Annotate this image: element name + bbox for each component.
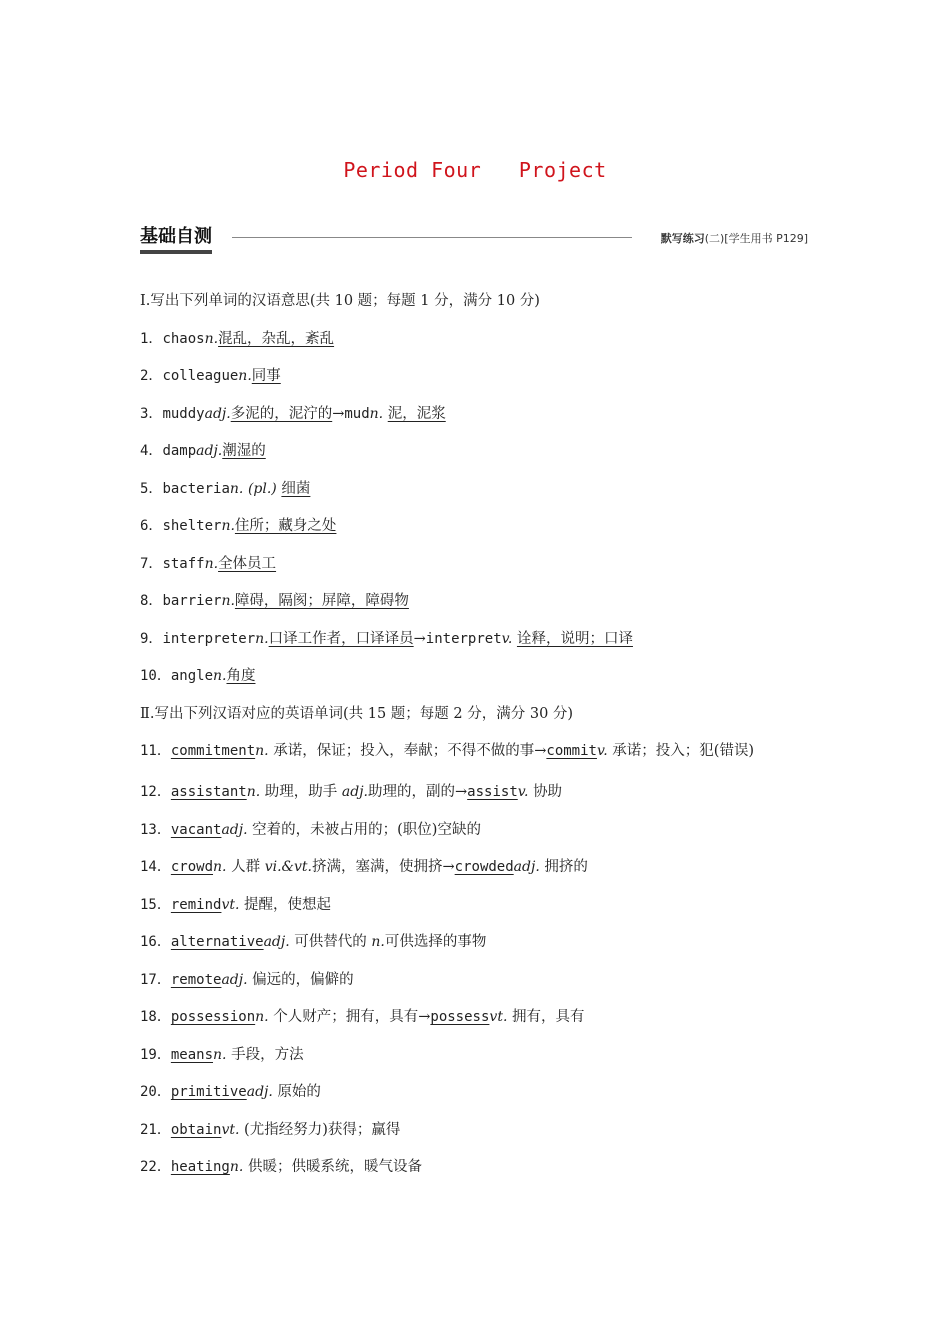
item-meaning: 个人财产；拥有，具有 bbox=[273, 1009, 419, 1025]
list-item bbox=[140, 854, 812, 892]
item-pos: adj. bbox=[204, 405, 231, 422]
section-label: 基础自测 bbox=[140, 226, 212, 254]
list-item bbox=[140, 401, 812, 439]
item-answer: commitment bbox=[170, 743, 256, 759]
item-pos: n. bbox=[229, 1159, 244, 1175]
section1-heading: Ⅰ.写出下列单词的汉语意思(共 10 题；每题 1 分，满分 10 分) bbox=[140, 293, 540, 309]
item-word2: mud bbox=[344, 405, 370, 422]
item-answer: 全体员工 bbox=[218, 555, 277, 572]
item-answer: vacant bbox=[170, 821, 222, 838]
item-meaning-b: 挤满，塞满，使拥挤 bbox=[312, 859, 443, 875]
item-word: bacteria bbox=[162, 480, 230, 497]
item-answer: means bbox=[170, 1046, 214, 1063]
list-item bbox=[140, 1042, 812, 1080]
item-number: 20． bbox=[140, 1084, 171, 1100]
item-word2: interpret bbox=[425, 630, 502, 647]
item-number: 1． bbox=[140, 330, 163, 347]
item-pos2: v. bbox=[517, 784, 529, 800]
list-item bbox=[140, 1154, 812, 1192]
item-answer: 细菌 bbox=[281, 480, 311, 497]
list-item bbox=[140, 892, 812, 930]
item-answer2: possess bbox=[430, 1009, 490, 1025]
item-answer2: 泥，泥浆 bbox=[387, 405, 446, 422]
item-word: damp bbox=[162, 443, 197, 459]
item-pos: n. bbox=[213, 1046, 227, 1063]
list-item bbox=[140, 1004, 812, 1042]
item-number: 13． bbox=[140, 821, 171, 838]
item-word: barrier bbox=[162, 593, 222, 609]
section2-heading: Ⅱ.写出下列汉语对应的英语单词(共 15 题；每题 2 分，满分 30 分) bbox=[140, 705, 574, 722]
item-answer: remote bbox=[170, 971, 222, 988]
item-number: 16． bbox=[140, 934, 171, 950]
item-pos-b: vi.&vt. bbox=[264, 859, 312, 875]
item-meaning2: 拥有，具有 bbox=[512, 1009, 585, 1025]
item-pos: n. bbox=[204, 555, 219, 572]
item-arrow: → bbox=[418, 1009, 431, 1025]
note-rest: (二)[学生用书 P129] bbox=[704, 232, 808, 245]
item-number: 15． bbox=[140, 896, 171, 913]
item-number: 9． bbox=[140, 630, 163, 647]
list-item bbox=[140, 626, 812, 664]
list-item bbox=[140, 663, 812, 701]
list-item bbox=[140, 326, 812, 364]
item-meaning-b: 可供选择的事物 bbox=[384, 934, 487, 950]
list-item bbox=[140, 588, 812, 626]
item-number: 11． bbox=[140, 743, 171, 759]
item-pos: n. bbox=[213, 859, 227, 875]
item-pos: adj. bbox=[196, 443, 223, 459]
item-pos: adj. bbox=[221, 821, 248, 838]
exercise-body bbox=[140, 288, 812, 1192]
item-number: 4． bbox=[140, 443, 163, 459]
item-meaning: 提醒，使想起 bbox=[244, 896, 332, 913]
item-answer: 潮湿的 bbox=[222, 443, 266, 459]
item-meaning: 人群 bbox=[231, 859, 261, 875]
list-item bbox=[140, 476, 812, 514]
note-bold: 默写练习 bbox=[660, 232, 705, 245]
page-title: Period Four Project bbox=[343, 158, 607, 182]
item-pos: n. bbox=[238, 368, 252, 384]
list-item bbox=[140, 817, 812, 855]
item-answer: 角度 bbox=[226, 668, 256, 684]
item-word: colleague bbox=[162, 368, 239, 384]
item-arrow: → bbox=[534, 743, 547, 759]
item-number: 6． bbox=[140, 518, 163, 534]
item-pos2: v. bbox=[501, 630, 513, 647]
item-word: staff bbox=[162, 555, 205, 572]
item-pos: n. bbox=[204, 330, 219, 347]
item-number: 10． bbox=[140, 668, 171, 684]
list-item bbox=[140, 779, 812, 817]
item-number: 8． bbox=[140, 593, 163, 609]
item-meaning: 助理，助手 bbox=[264, 784, 338, 800]
item-answer: remind bbox=[170, 896, 222, 913]
item-number: 22． bbox=[140, 1159, 171, 1175]
item-meaning: 偏远的，偏僻的 bbox=[252, 971, 354, 988]
item-answer: primitive bbox=[170, 1084, 247, 1100]
item-answer: alternative bbox=[170, 934, 264, 950]
item-meaning: 手段，方法 bbox=[231, 1046, 304, 1063]
section1-list bbox=[140, 326, 812, 701]
item-word: interpreter bbox=[162, 630, 256, 647]
item-answer2: assist bbox=[467, 784, 518, 800]
item-pos: vt. bbox=[221, 1121, 240, 1138]
item-meaning: 供暖；供暖系统，暖气设备 bbox=[247, 1159, 422, 1175]
item-number: 17． bbox=[140, 971, 171, 988]
item-meaning2: 拥挤的 bbox=[544, 859, 588, 875]
item-pos: n. bbox=[221, 593, 235, 609]
item-answer: assistant bbox=[170, 784, 247, 800]
item-word: muddy bbox=[162, 405, 205, 422]
item-number: 7． bbox=[140, 555, 163, 572]
item-number: 18． bbox=[140, 1009, 171, 1025]
item-pos: adj. bbox=[263, 934, 290, 950]
item-pos2: v. bbox=[596, 743, 608, 759]
item-number: 2． bbox=[140, 368, 163, 384]
item-pos-b: n. bbox=[371, 934, 385, 950]
list-item bbox=[140, 929, 812, 967]
list-item bbox=[140, 438, 812, 476]
section-note bbox=[661, 230, 808, 246]
item-answer: obtain bbox=[170, 1121, 222, 1138]
item-answer2: 诠释，说明；口译 bbox=[516, 630, 633, 647]
item-answer2: crowded bbox=[454, 859, 514, 875]
item-number: 19． bbox=[140, 1046, 171, 1063]
list-item bbox=[140, 551, 812, 589]
item-meaning-b: 助理的，副的 bbox=[368, 784, 456, 800]
item-word: shelter bbox=[162, 518, 222, 534]
section2-list bbox=[140, 738, 812, 1192]
item-meaning: 可供替代的 bbox=[294, 934, 367, 950]
list-item bbox=[140, 363, 812, 401]
item-pos: n. bbox=[213, 668, 227, 684]
list-item bbox=[140, 738, 812, 779]
item-pos: adj. bbox=[221, 971, 248, 988]
item-word: angle bbox=[170, 668, 214, 684]
item-meaning: 空着的，未被占用的；(职位)空缺的 bbox=[252, 821, 481, 838]
section-header bbox=[140, 226, 808, 256]
list-item bbox=[140, 1117, 812, 1155]
item-number: 3． bbox=[140, 405, 163, 422]
item-pos: adj. bbox=[246, 1084, 273, 1100]
item-pos2: n. bbox=[369, 405, 384, 422]
item-meaning2: 承诺；投入；犯(错误) bbox=[612, 743, 755, 759]
item-answer: 口译工作者，口译译员 bbox=[268, 630, 414, 647]
list-item bbox=[140, 1079, 812, 1117]
item-pos2: vt. bbox=[489, 1009, 508, 1025]
item-answer: 住所；藏身之处 bbox=[234, 518, 337, 534]
item-pos: n. bbox=[221, 518, 235, 534]
item-pos-b: adj. bbox=[341, 784, 369, 800]
item-meaning: (尤指经努力)获得；赢得 bbox=[244, 1121, 401, 1138]
item-answer2: commit bbox=[546, 743, 597, 759]
item-number: 21． bbox=[140, 1121, 171, 1138]
item-meaning2: 协助 bbox=[533, 784, 563, 800]
item-arrow: → bbox=[413, 630, 426, 647]
item-arrow: → bbox=[442, 859, 455, 875]
list-item bbox=[140, 967, 812, 1005]
item-answer: 多泥的，泥泞的 bbox=[230, 405, 333, 422]
item-answer: possession bbox=[170, 1009, 256, 1025]
item-pos: n. bbox=[255, 630, 269, 647]
item-answer: 同事 bbox=[251, 368, 281, 384]
item-answer: heating bbox=[170, 1159, 230, 1175]
item-number: 12． bbox=[140, 784, 171, 800]
item-meaning: 原始的 bbox=[277, 1084, 321, 1100]
item-number: 14． bbox=[140, 859, 171, 875]
item-word: chaos bbox=[162, 330, 205, 347]
item-answer: 混乱，杂乱，紊乱 bbox=[218, 330, 335, 347]
item-answer: 障碍，隔阂；屏障，障碍物 bbox=[234, 593, 409, 609]
item-pos: n. bbox=[229, 480, 244, 497]
item-pos2: adj. bbox=[513, 859, 540, 875]
header-divider bbox=[232, 237, 632, 238]
item-meaning: 承诺，保证；投入，奉献；不得不做的事 bbox=[273, 743, 535, 759]
item-pos: n. bbox=[255, 1009, 269, 1025]
item-arrow: → bbox=[332, 405, 345, 422]
item-extra: (pl.) bbox=[247, 480, 277, 497]
item-arrow: → bbox=[455, 784, 468, 800]
item-answer: crowd bbox=[170, 859, 214, 875]
list-item bbox=[140, 513, 812, 551]
item-pos: n. bbox=[246, 784, 261, 800]
item-number: 5． bbox=[140, 480, 163, 497]
item-pos: n. bbox=[255, 743, 269, 759]
item-pos: vt. bbox=[221, 896, 240, 913]
